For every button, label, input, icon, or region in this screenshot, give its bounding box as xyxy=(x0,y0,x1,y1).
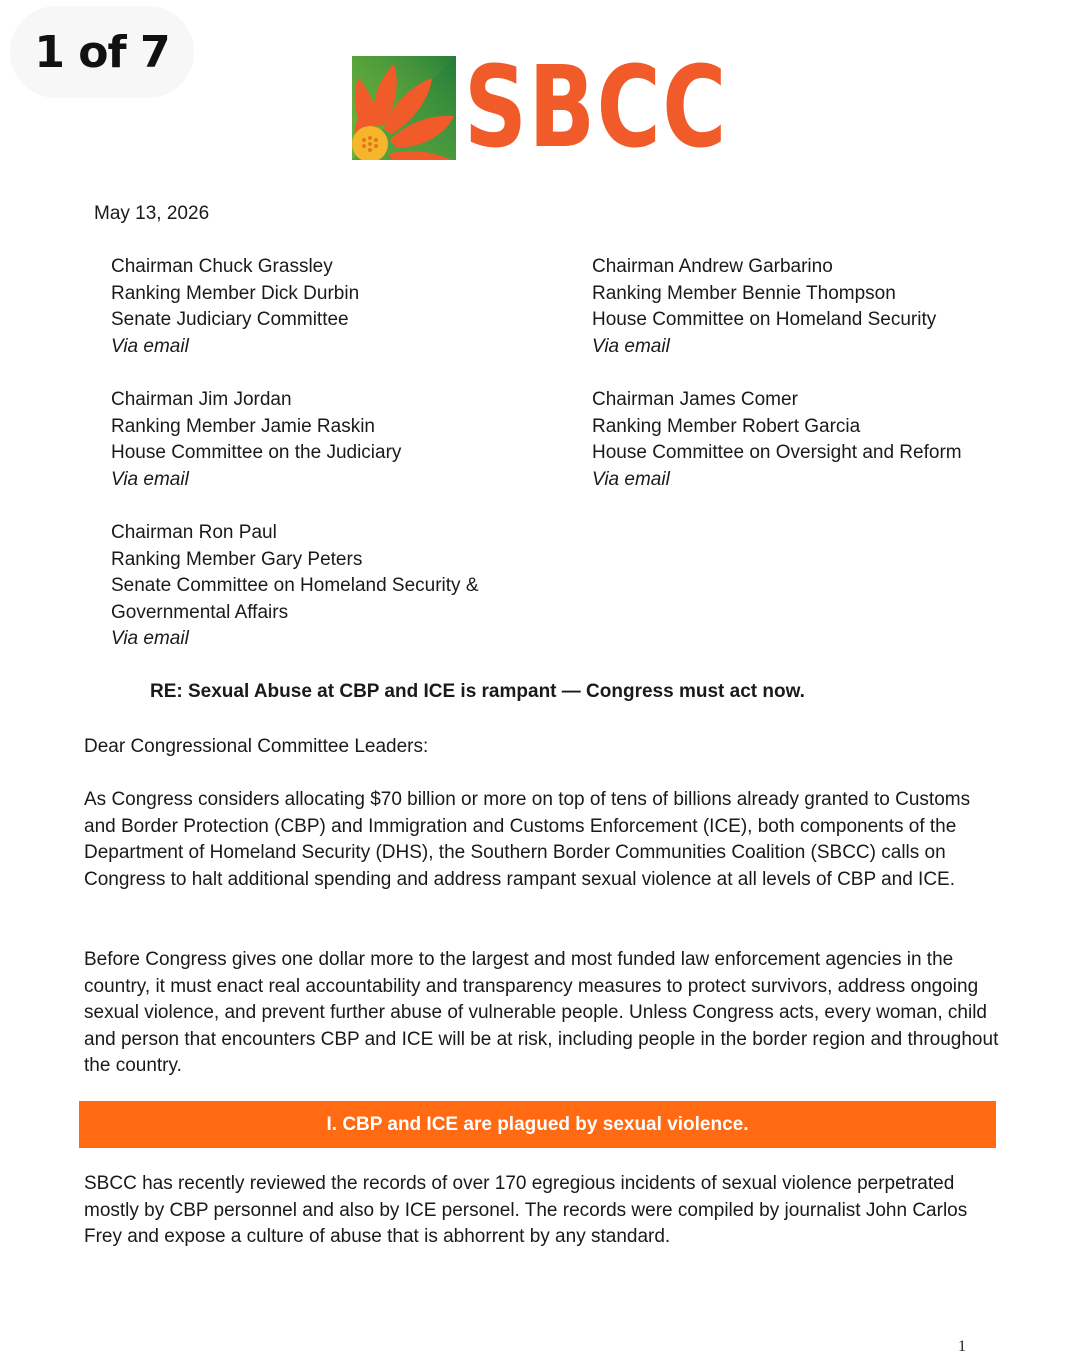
page-count-text: 1 of 7 xyxy=(34,26,170,78)
recipient-block xyxy=(592,254,936,360)
recipient-line: Ranking Member Dick Durbin xyxy=(111,282,360,304)
salutation: Dear Congressional Committee Leaders: xyxy=(84,736,429,757)
recipient-via: Via email xyxy=(111,335,189,357)
recipient-via: Via email xyxy=(592,468,670,490)
recipient-line: Senate Judiciary Committee xyxy=(111,309,349,331)
recipient-via: Via email xyxy=(592,335,670,357)
subject-line: RE: Sexual Abuse at CBP and ICE is rampant — Congress must act now. xyxy=(150,681,805,702)
recipient-line: Ranking Member Jamie Raskin xyxy=(111,415,375,437)
recipient-line: House Committee on Homeland Security xyxy=(592,309,937,331)
recipient-line: House Committee on the Judiciary xyxy=(111,442,402,464)
recipient-line: Chairman Ron Paul xyxy=(111,522,277,543)
sbcc-logo xyxy=(352,43,802,173)
section-paragraph: SBCC has recently reviewed the records of over 170 egregious incidents of sexual violence perpetrated mostly by CBP personnel and also by ICE personel. The records were compiled by journalist John Carlos Frey and expose a culture of abuse that is abhorrent by any standard. xyxy=(84,1173,968,1248)
recipient-line: Senate Committee on Homeland Security & xyxy=(111,575,479,597)
recipient-block xyxy=(592,387,962,493)
recipient-line: Chairman Jim Jordan xyxy=(111,389,292,410)
recipient-line: Chairman Andrew Garbarino xyxy=(592,256,833,277)
recipient-via: Via email xyxy=(111,468,189,490)
recipient-line: Ranking Member Robert Garcia xyxy=(592,415,861,437)
recipient-line: House Committee on Oversight and Reform xyxy=(592,442,962,464)
recipient-line: Chairman James Comer xyxy=(592,389,798,410)
recipient-line: Ranking Member Bennie Thompson xyxy=(592,282,896,304)
page-count-badge xyxy=(10,6,194,98)
body-paragraph: As Congress considers allocating $70 billion or more on top of tens of billions already granted to Customs and Border Protection (CBP) and Immigration and Customs Enforcement (ICE), both components of the Department of Homeland Security (DHS), the Southern Border Communities Coalition (SBCC) calls on Congress to halt additional spending and address rampant sexual violence at all levels of CBP and ICE. xyxy=(84,789,971,890)
recipient-block xyxy=(111,520,479,653)
logo-wordmark: SBCC xyxy=(464,43,728,173)
recipient-line: Chairman Chuck Grassley xyxy=(111,256,333,277)
recipient-line: Governmental Affairs xyxy=(111,601,289,623)
letter-date: May 13, 2026 xyxy=(94,203,210,224)
recipient-line: Ranking Member Gary Peters xyxy=(111,548,363,570)
page-number: 1 xyxy=(958,1338,966,1355)
section-heading-bar xyxy=(79,1101,996,1148)
sunflower-logo-icon xyxy=(352,56,456,160)
recipient-via: Via email xyxy=(111,628,189,650)
body-paragraph: Before Congress gives one dollar more to the largest and most funded law enforcement agencies in the country, it must enact real accountability and transparency measures to protect survivors, address ongoing sexual violence, and prevent further abuse of vulnerable people. Unless Congress acts, every woman, child and person that encounters CBP and ICE will be at risk, including people in the border region and throughout the country. xyxy=(84,949,999,1077)
recipient-block xyxy=(111,387,401,493)
section-heading: I. CBP and ICE are plagued by sexual violence. xyxy=(326,1113,749,1135)
recipient-block xyxy=(111,254,359,360)
